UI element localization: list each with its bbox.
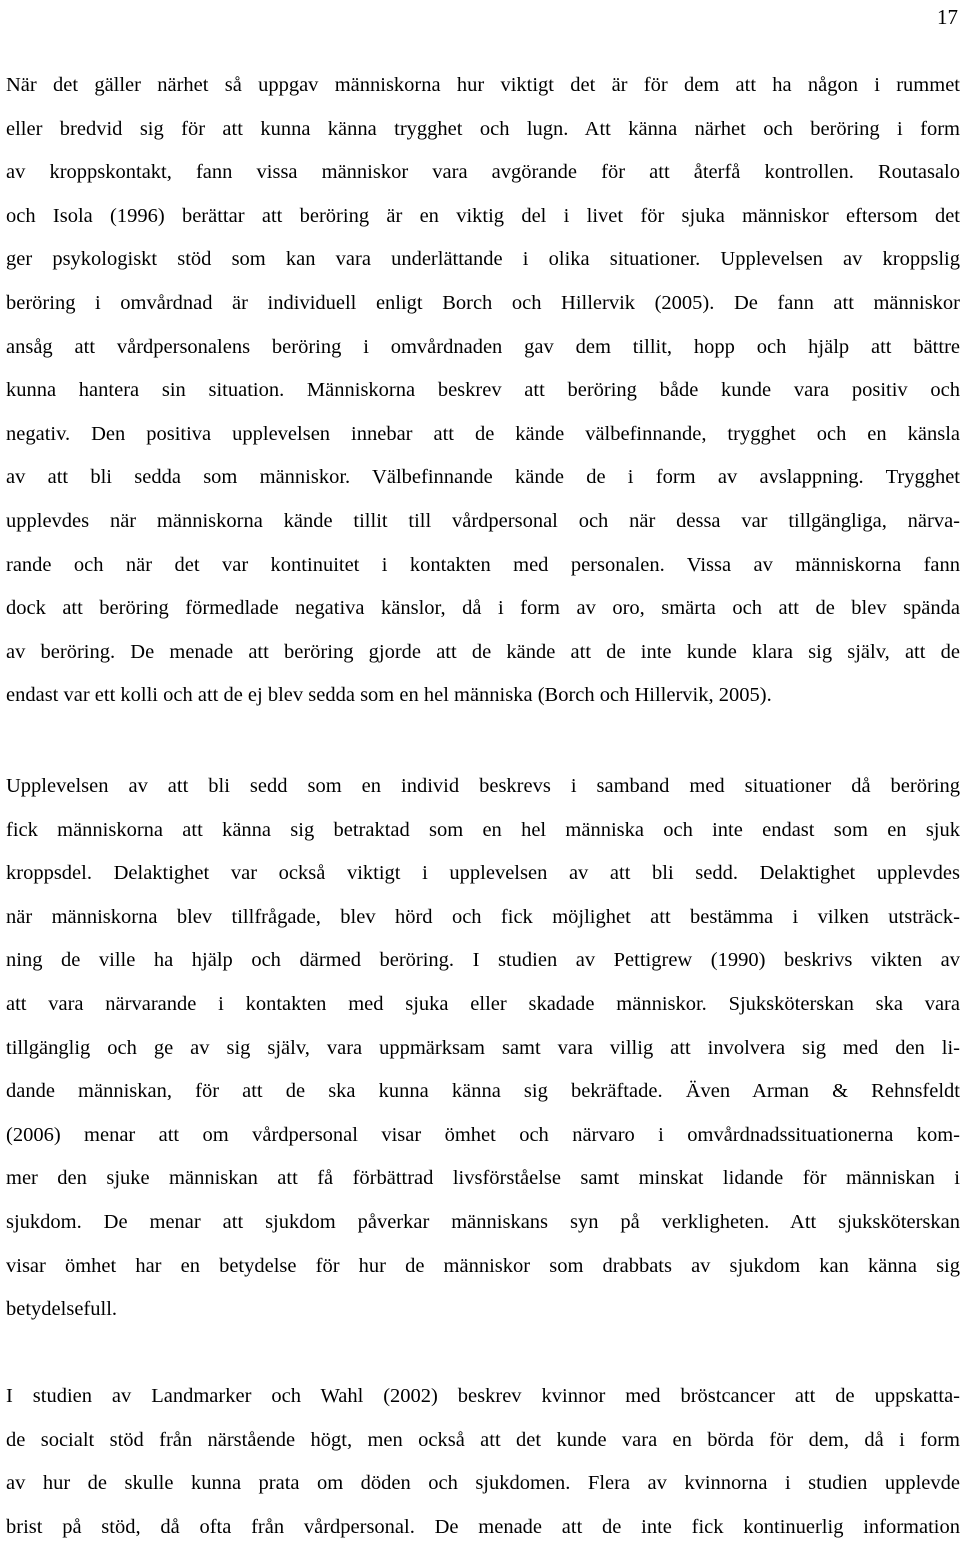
text-line: betydelsefull. [6, 1298, 118, 1321]
text-line: negativ. Den positiva upplevelsen innebar att de kände välbefinnande, trygghet och en känsla [6, 422, 960, 445]
text-line: tillgänglig och ge av sig själv, vara uppmärksam samt vara villig att involvera sig med den li- [6, 1036, 960, 1059]
text-line: kroppsdel. Delaktighet var också viktigt i upplevelsen av att bli sedd. Delaktighet upplevdes [6, 862, 960, 885]
text-line: fick människorna att känna sig betraktad som en hel människa och inte endast som en sjuk [6, 818, 960, 841]
text-line: När det gäller närhet så uppgav människorna hur viktigt det är för dem att ha någon i rummet [6, 74, 960, 96]
text-line: (2006) menar att om vårdpersonal visar ömhet och närvaro i omvårdnadssituationerna kom- [6, 1123, 960, 1146]
text-line: visar ömhet har en betydelse för hur de människor som drabbats av sjukdom kan känna sig [6, 1254, 960, 1277]
text-line: dock att beröring förmedlade negativa känslor, då i form av oro, smärta och att de blev spända [6, 597, 960, 620]
text-line: ning de ville ha hjälp och därmed beröring. I studien av Pettigrew (1990) beskrivs vikten av [6, 949, 960, 972]
paragraph-3 [6, 1375, 960, 1549]
text-line: av kroppskontakt, fann vissa människor vara avgörande för att återfå kontrollen. Routasalo [6, 161, 960, 184]
text-line: av beröring. De menade att beröring gjorde att de kände att de inte kunde klara sig själv, att de [6, 640, 960, 663]
text-line: Upplevelsen av att bli sedd som en individ beskrevs i samband med situationer då beröring [6, 775, 960, 797]
text-line: ansåg att vårdpersonalens beröring i omvårdnaden gav dem tillit, hopp och hjälp att bättre [6, 335, 960, 358]
text-line: rande och när det var kontinuitet i kontakten med personalen. Vissa av människorna fann [6, 553, 960, 576]
text-line: och Isola (1996) berättar att beröring är en viktig del i livet för sjuka människor eftersom det [6, 204, 960, 227]
text-line: I studien av Landmarker och Wahl (2002) beskrev kvinnor med bröstcancer att de uppskatta- [6, 1385, 960, 1407]
text-line: dande människan, för att de ska kunna känna sig bekräftade. Även Arman & Rehnsfeldt [6, 1080, 960, 1103]
text-line: av att bli sedda som människor. Välbefinnande kände de i form av avslappning. Trygghet [6, 466, 960, 489]
text-line: beröring i omvårdnad är individuell enligt Borch och Hillervik (2005). De fann att människor [6, 291, 960, 314]
text-line: mer den sjuke människan att få förbättrad livsförståelse samt minskat lidande för människan i [6, 1167, 960, 1190]
text-line: kunna hantera sin situation. Människorna beskrev att beröring både kunde vara positiv och [6, 379, 960, 402]
text-line: upplevdes när människorna kände tillit till vårdpersonal och när dessa var tillgängliga, närva- [6, 509, 960, 532]
text-line: sjukdom. De menar att sjukdom påverkar människans syn på verkligheten. Att sjuksköterskan [6, 1210, 960, 1233]
page-number: 17 [937, 5, 958, 29]
text-line: att vara närvarande i kontakten med sjuka eller skadade människor. Sjuksköterskan ska vara [6, 992, 960, 1015]
text-line: när människorna blev tillfrågade, blev hörd och fick möjlighet att bestämma i vilken utsträck- [6, 905, 960, 928]
text-line: endast var ett kolli och att de ej blev sedda som en hel människa (Borch och Hillervik, 2005). [6, 684, 772, 707]
text-line: ger psykologiskt stöd som kan vara underlättande i olika situationer. Upplevelsen av kroppslig [6, 248, 960, 271]
text-line: eller bredvid sig för att kunna känna trygghet och lugn. Att känna närhet och beröring i form [6, 117, 960, 140]
paragraph-2 [6, 765, 960, 1332]
paragraph-1 [6, 64, 960, 718]
text-line: brist på stöd, då ofta från vårdpersonal. De menade att de inte fick kontinuerlig information [6, 1515, 960, 1538]
text-line: de socialt stöd från närstående högt, men också att det kunde vara en börda för dem, då i form [6, 1428, 960, 1451]
text-line: av hur de skulle kunna prata om döden och sjukdomen. Flera av kvinnorna i studien upplevde [6, 1472, 960, 1495]
